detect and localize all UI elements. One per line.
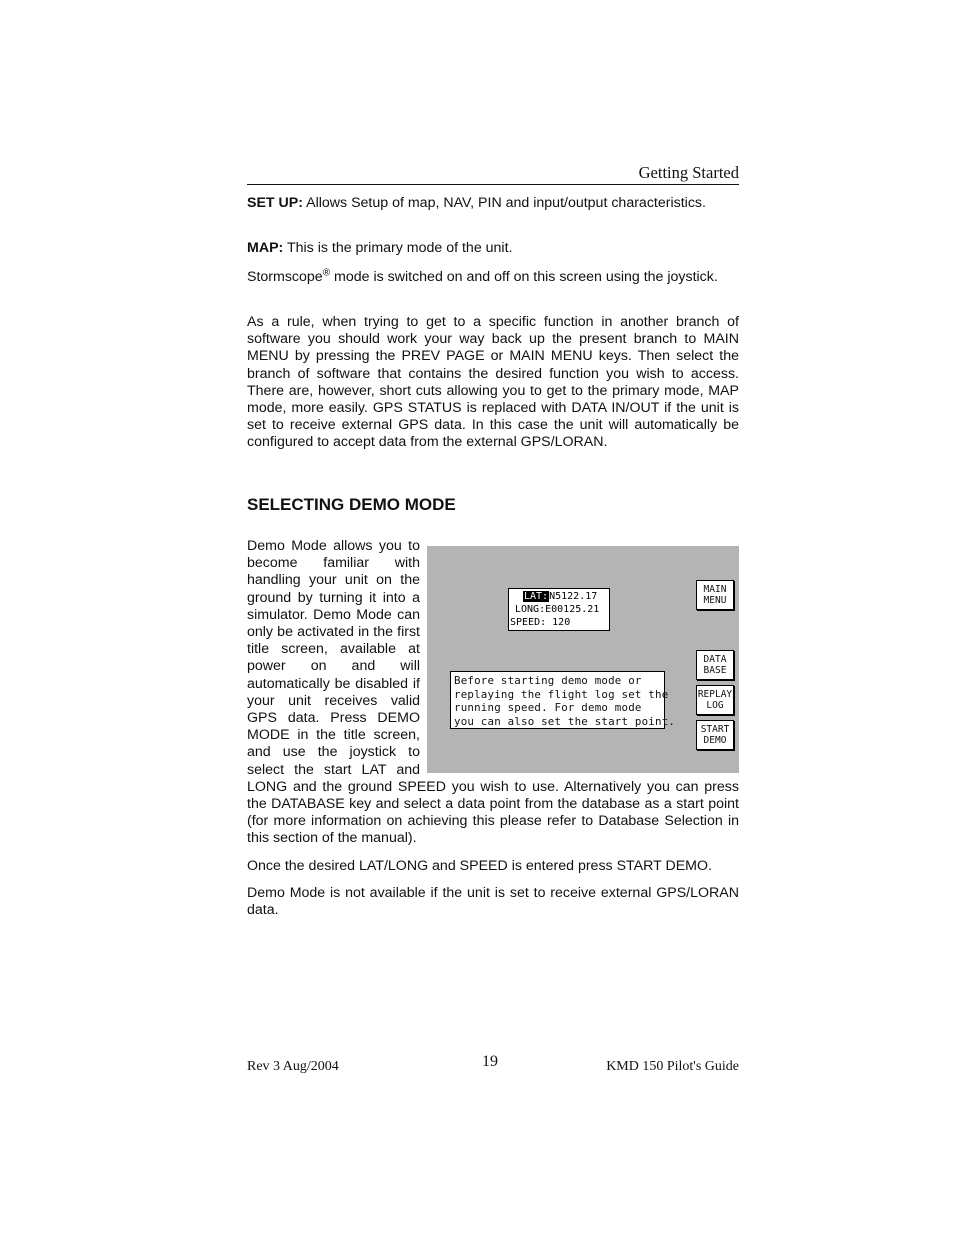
stormscope-paragraph — [247, 269, 739, 286]
stormscope-text-b: mode is switched on and off on this screen using the joystick. — [330, 269, 718, 285]
key-label: REPLAY — [697, 689, 733, 700]
demo-intro-paragraph: Demo Mode allows you to become familiar with handling your unit on the ground by turning it into a simulator. Demo Mode can only be activated in the first title screen, available at power on and will automatically be disabled if your unit receives valid GPS data. Press DEMO MODE in the title screen, and use the joystick to select the start LAT and LONG and the ground SPEED you wish to use. Alternatively you can press the DATABASE key and select a data point from the database as a start point (for more information on achieving this please refer to Database Selection in this section of the manual). — [247, 538, 739, 847]
key-label: DATA — [703, 654, 727, 665]
map-text: This is the primary mode of the unit. — [283, 240, 513, 256]
setup-paragraph — [247, 195, 739, 212]
long-label: LONG: — [515, 604, 546, 615]
footer-guide-title: KMD 150 Pilot's Guide — [606, 1059, 739, 1074]
lat-value: N5122.17 — [549, 591, 598, 602]
section-heading: SELECTING DEMO MODE — [247, 495, 456, 514]
speed-value: 120 — [552, 617, 571, 628]
speed-label: SPEED: — [510, 617, 547, 628]
long-value: E00125.21 — [545, 604, 600, 615]
start-demo-key[interactable] — [696, 720, 734, 750]
main-menu-key[interactable] — [696, 580, 734, 610]
message-line: replaying the flight log set the — [454, 687, 669, 701]
key-label: MAIN — [703, 584, 727, 595]
message-box — [450, 671, 676, 729]
registered-mark: ® — [322, 267, 331, 279]
unavailable-paragraph: Demo Mode is not available if the unit is set to receive external GPS/LORAN data. — [247, 884, 739, 919]
key-label: DEMO — [703, 735, 727, 746]
database-key[interactable] — [696, 650, 734, 680]
key-label: LOG — [706, 700, 724, 711]
page-header — [247, 163, 739, 185]
start-demo-paragraph: Once the desired LAT/LONG and SPEED is entered press START DEMO. — [247, 857, 712, 874]
rule-paragraph: As a rule, when trying to get to a specific function in another branch of software you should work your way back up the present branch to MAIN MENU by pressing the PREV PAGE or MAIN MENU keys. Then select the branch of software that contains the desired function you wish to access. There are, however, short cuts allowing you to get to the primary mode, MAP mode, more easily. GPS STATUS is replaced with DATA IN/OUT if the unit is set to receive external GPS data. In this case the unit will automatically be configured to accept data from the external GPS/LORAN. — [247, 314, 739, 451]
key-label: START — [700, 724, 730, 735]
message-line: you can also set the start point. — [454, 714, 676, 728]
key-label: BASE — [703, 665, 727, 676]
lat-long-box — [508, 588, 610, 631]
key-label: MENU — [703, 595, 727, 606]
map-paragraph — [247, 240, 739, 257]
message-line: running speed. For demo mode — [454, 701, 642, 715]
stormscope-text-a: Stormscope — [247, 269, 323, 285]
footer-revision: Rev 3 Aug/2004 — [247, 1059, 339, 1074]
map-label: MAP: — [247, 240, 284, 256]
setup-label: SET UP: — [247, 195, 303, 211]
page-number: 19 — [482, 1053, 498, 1070]
demo-screen-figure — [427, 546, 739, 773]
header-title: Getting Started — [638, 163, 739, 182]
message-line: Before starting demo mode or — [454, 674, 642, 687]
lat-row — [523, 591, 597, 604]
long-row — [515, 604, 599, 617]
setup-text: Allows Setup of map, NAV, PIN and input/output characteristics. — [302, 195, 706, 211]
replay-log-key[interactable] — [696, 685, 734, 715]
speed-row — [510, 617, 570, 630]
lat-label: LAT: — [524, 591, 549, 602]
